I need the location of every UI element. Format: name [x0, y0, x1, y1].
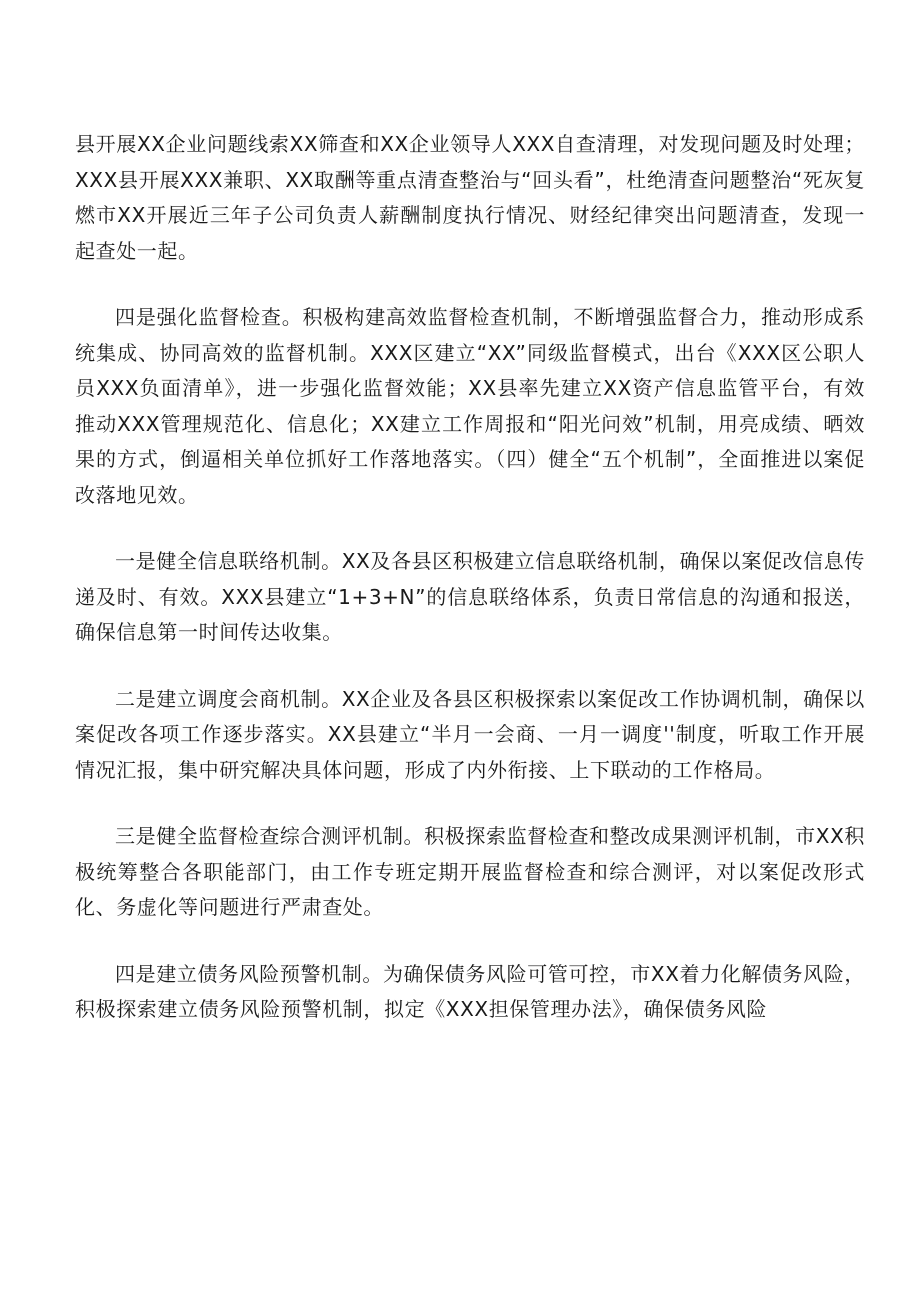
- paragraph-continuation: 县开展XX企业问题线索XX筛查和XX企业领导人XXX自查清理，对发现问题及时处理；XXX县开展XXX兼职、XX取酬等重点清查整治与“回头看”，杜绝清查问题整治“死灰复燃市XX开展近三年子公司负责人薪酬制度执行情况、财经纪律突出问题清查，发现一起查处一起。: [75, 132, 865, 263]
- paragraph-info-liaison: 一是健全信息联络机制。XX及各县区积极建立信息联络机制，确保以案促改信息传递及时、有效。XXX县建立“1+3+N”的信息联络体系，负责日常信息的沟通和报送，确保信息第一时间传达收集。: [75, 549, 865, 644]
- paragraph-strengthen-supervision: 四是强化监督检查。积极构建高效监督检查机制，不断增强监督合力，推动形成系统集成、协同高效的监督机制。XXX区建立“XX”同级监督模式，出台《XXX区公职人员XXX负面清单》，进一步强化监督效能；XX县率先建立XX资产信息监管平台，有效推动XXX管理规范化、信息化；XX建立工作周报和“阳光问效”机制，用亮成绩、晒效果的方式，倒逼相关单位抓好工作落地落实。（四）健全“五个机制”，全面推进以案促改落地见效。: [75, 305, 865, 507]
- paragraph-debt-risk-warning: 四是建立债务风险预警机制。为确保债务风险可管可控，市XX着力化解债务风险，积极探索建立债务风险预警机制，拟定《XXX担保管理办法》，确保债务风险: [75, 961, 865, 1021]
- document-body: [75, 127, 865, 1028]
- paragraph-supervision-evaluation: 三是健全监督检查综合测评机制。积极探索监督检查和整改成果测评机制，市XX积极统筹整合各职能部门，由工作专班定期开展监督检查和综合测评，对以案促改形式化、务虚化等问题进行严肃查处。: [75, 824, 865, 919]
- paragraph-dispatch-consultation: 二是建立调度会商机制。XX企业及各县区积极探索以案促改工作协调机制，确保以案促改各项工作逐步落实。XX县建立“半月一会商、一月一调度''制度，听取工作开展情况汇报，集中研究解决具体问题，形成了内外衔接、上下联动的工作格局。: [75, 686, 865, 782]
